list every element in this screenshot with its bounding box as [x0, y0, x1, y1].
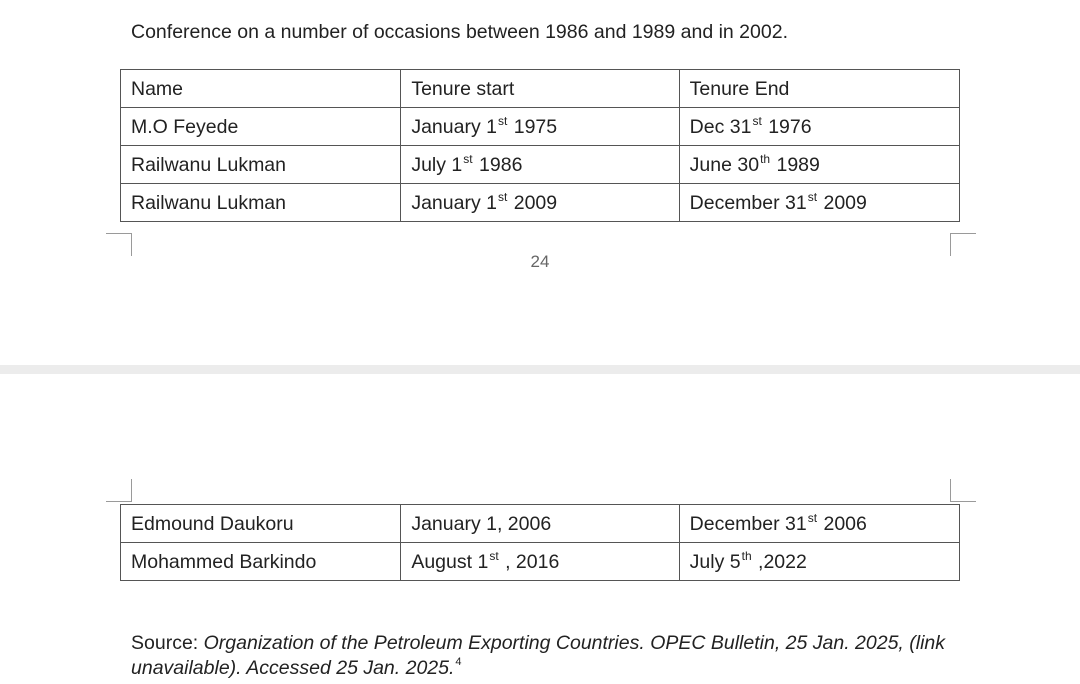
document-page-lower [0, 374, 1080, 684]
crop-mark-bottom-left [106, 479, 132, 502]
page-separator [0, 365, 1080, 374]
cell-tenure-start: July 1st 1986 [401, 146, 679, 184]
cell-tenure-end: July 5th ,2022 [679, 543, 959, 581]
cell-name: Mohammed Barkindo [121, 543, 401, 581]
source-citation [131, 631, 971, 681]
header-name: Name [121, 70, 401, 108]
table-row [121, 505, 960, 543]
cell-name: Edmound Daukoru [121, 505, 401, 543]
cell-tenure-start: January 1st 1975 [401, 108, 679, 146]
page-number: 24 [530, 252, 550, 271]
cell-tenure-end: June 30th 1989 [679, 146, 959, 184]
table-row [121, 108, 960, 146]
cell-name: M.O Feyede [121, 108, 401, 146]
crop-mark-bottom-right [950, 479, 976, 502]
intro-paragraph: Conference on a number of occasions between 1986 and 1989 and in 2002. [131, 21, 788, 43]
header-tenure-end: Tenure End [679, 70, 959, 108]
table-row [121, 543, 960, 581]
cell-tenure-end: Dec 31st 1976 [679, 108, 959, 146]
cell-name: Railwanu Lukman [121, 184, 401, 222]
table-row [121, 146, 960, 184]
tenure-table-part-2 [120, 504, 960, 581]
footnote-reference: 4 [455, 656, 462, 668]
cell-tenure-end: December 31st 2006 [679, 505, 959, 543]
source-text: Organization of the Petroleum Exporting Countries. OPEC Bulletin, 25 Jan. 2025, (link unavailable). Accessed 25 Jan. 2025. [131, 632, 946, 679]
cell-tenure-end: December 31st 2009 [679, 184, 959, 222]
cell-tenure-start: January 1st 2009 [401, 184, 679, 222]
cell-tenure-start: January 1, 2006 [401, 505, 679, 543]
cell-name: Railwanu Lukman [121, 146, 401, 184]
cell-tenure-start: August 1st , 2016 [401, 543, 679, 581]
tenure-table-part-1 [120, 69, 960, 222]
table-header-row [121, 70, 960, 108]
table-row [121, 184, 960, 222]
source-label: Source: [131, 632, 199, 654]
header-tenure-start: Tenure start [401, 70, 679, 108]
